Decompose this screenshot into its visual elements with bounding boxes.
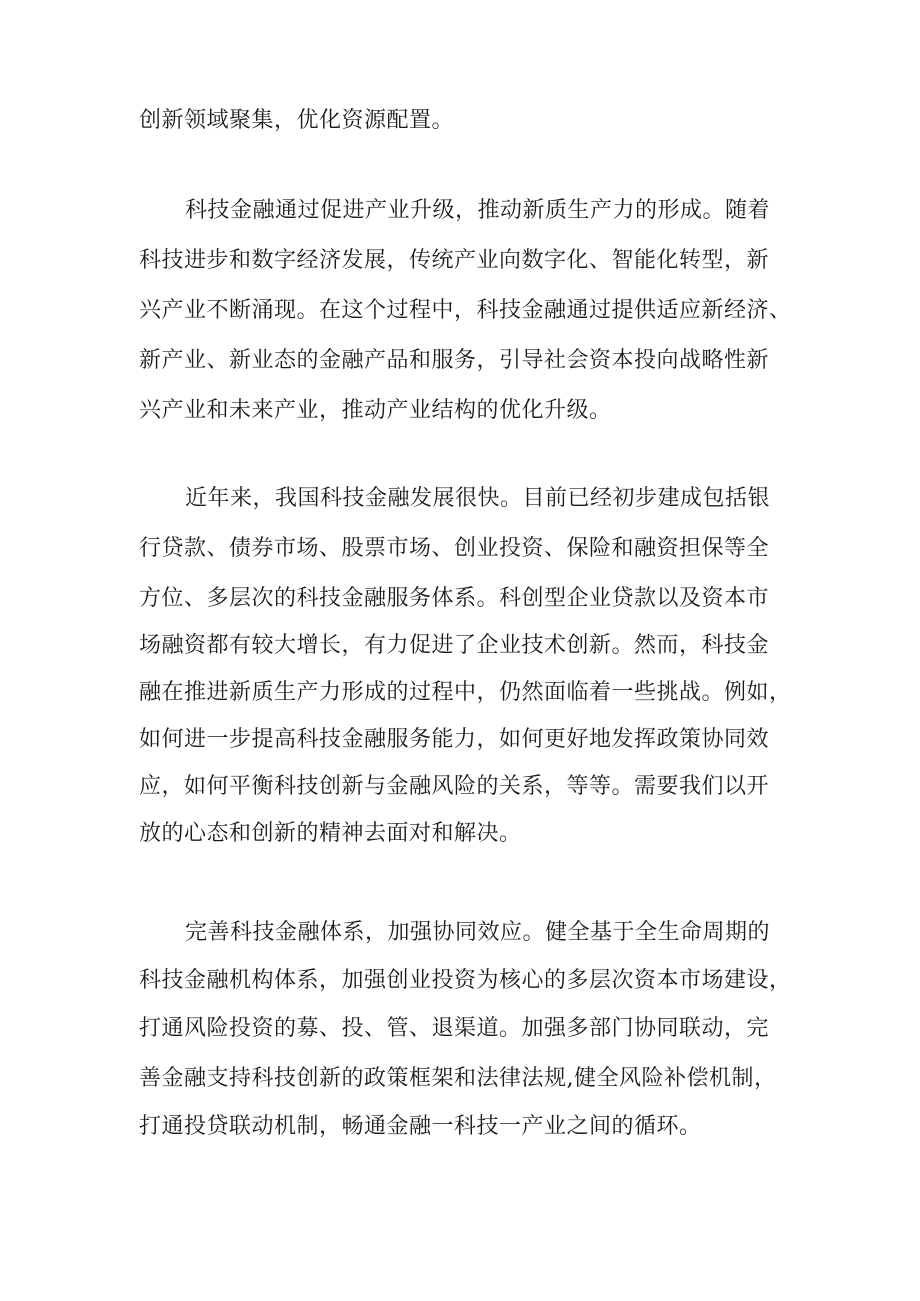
text-line: 完善科技金融体系，加强协同效应。健全基于全生命周期的 bbox=[185, 920, 771, 945]
text-line: 创新领域聚集，优化资源配置。 bbox=[139, 108, 455, 133]
text-line: 如何进一步提高科技金融服务能力，如何更好地发挥政策协同效 bbox=[139, 727, 770, 752]
text-line: 方位、多层次的科技金融服务体系。科创型企业贷款以及资本市 bbox=[139, 586, 770, 611]
text-line: 兴产业不断涌现。在这个过程中，科技金融通过提供适应新经济、 bbox=[139, 298, 792, 323]
text-line: 科技进步和数字经济发展，传统产业向数字化、智能化转型，新 bbox=[139, 248, 770, 273]
text-line: 行贷款、债券市场、股票市场、创业投资、保险和融资担保等全 bbox=[139, 536, 770, 561]
text-line: 打通投贷联动机制，畅通金融一科技一产业之间的循环。 bbox=[139, 1114, 702, 1139]
text-line: 打通风险投资的募、投、管、退渠道。加强多部门协同联动，完 bbox=[139, 1016, 770, 1041]
text-line: 应，如何平衡科技创新与金融风险的关系，等等。需要我们以开 bbox=[139, 774, 770, 799]
text-line: 科技金融机构体系，加强创业投资为核心的多层次资本市场建设， bbox=[139, 968, 792, 993]
text-line: 放的心态和创新的精神去面对和解决。 bbox=[139, 821, 522, 846]
text-line: 新产业、新业态的金融产品和服务，引导社会资本投向战略性新 bbox=[139, 348, 770, 373]
text-line: 善金融支持科技创新的政策框架和法律法规,健全风险补偿机制， bbox=[139, 1066, 777, 1091]
text-line: 场融资都有较大增长，有力促进了企业技术创新。然而，科技金 bbox=[139, 633, 770, 658]
text-line: 融在推进新质生产力形成的过程中，仍然面临着一些挑战。例如， bbox=[139, 680, 792, 705]
text-line: 科技金融通过促进产业升级，推动新质生产力的形成。随着 bbox=[185, 198, 771, 223]
text-line: 近年来，我国科技金融发展很快。目前已经初步建成包括银 bbox=[185, 486, 771, 511]
text-line: 兴产业和未来产业，推动产业结构的优化升级。 bbox=[139, 398, 612, 423]
